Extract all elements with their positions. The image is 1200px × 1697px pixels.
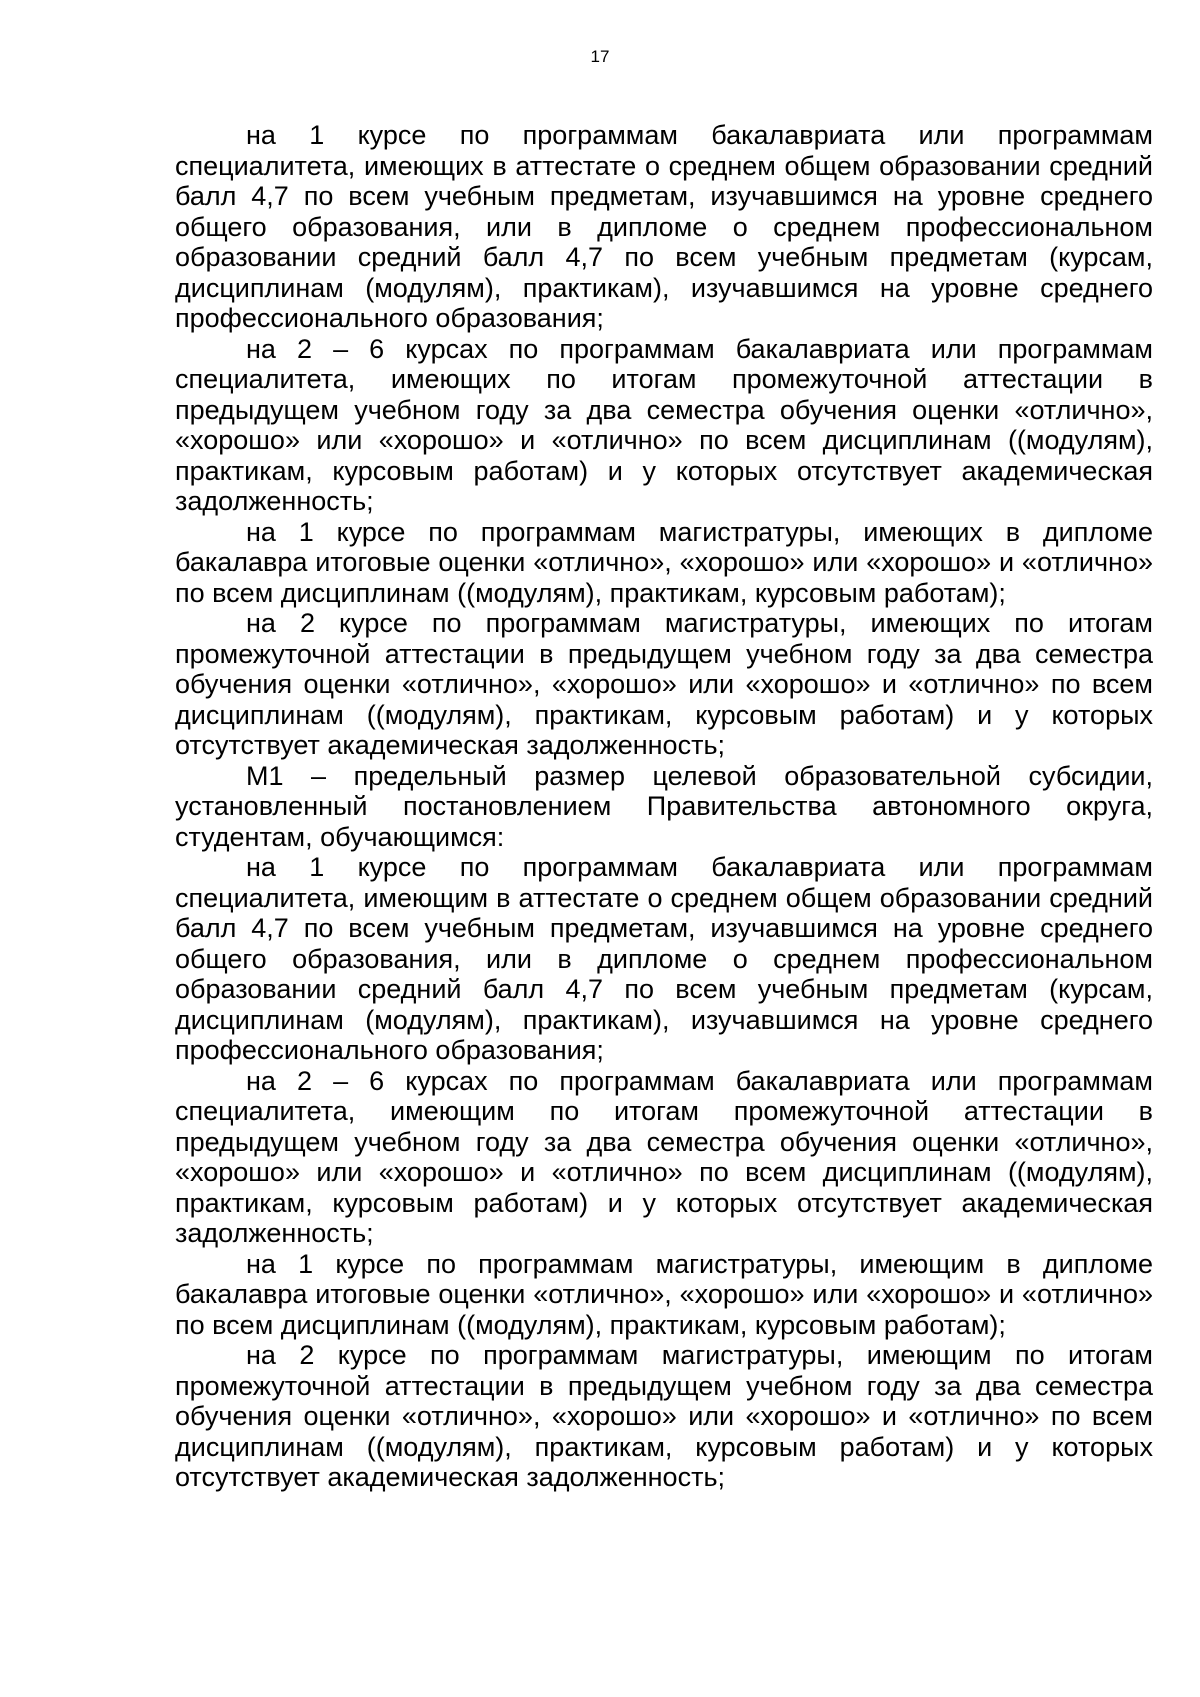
paragraph-master-year2: на 2 курсе по программам магистратуры, имеющих по итогам промежуточной аттестации в предыдущем учебном году за два семестра обучения оценки «отлично», «хорошо» или «хорошо» и «отлично» по всем дисциплинам ((модулям), практикам, курсовым работам) и у которых отсутствует академическая задолженность; (175, 608, 1153, 760)
page-number: 17 (590, 47, 610, 66)
paragraph-m1-master-year1: на 1 курсе по программам магистратуры, имеющим в дипломе бакалавра итоговые оценки «отлично», «хорошо» или «хорошо» и «отлично» по всем дисциплинам ((модулям), практикам, курсовым работам); (175, 1248, 1153, 1340)
paragraph-m1-bachelor-year1: на 1 курсе по программам бакалавриата или программам специалитета, имеющим в аттестате о среднем общем образовании средний балл 4,7 по всем учебным предметам, изучавшимся на уровне среднего общего образования, или в дипломе о среднем профессиональном образовании средний балл 4,7 по всем учебным предметам (курсам, дисциплинам (модулям), практикам), изучавшимся на уровне среднего профессионального образования; (175, 852, 1153, 1065)
paragraph-bachelor-years2-6: на 2 – 6 курсах по программам бакалавриата или программам специалитета, имеющих по итогам промежуточной аттестации в предыдущем учебном году за два семестра обучения оценки «отлично», «хорошо» или «хорошо» и «отлично» по всем дисциплинам ((модулям), практикам, курсовым работам) и у которых отсутствует академическая задолженность; (175, 333, 1153, 516)
paragraph-master-year1: на 1 курсе по программам магистратуры, имеющих в дипломе бакалавра итоговые оценки «отлично», «хорошо» или «хорошо» и «отлично» по всем дисциплинам ((модулям), практикам, курсовым работам); (175, 516, 1153, 608)
paragraph-m1-bachelor-years2-6: на 2 – 6 курсах по программам бакалавриата или программам специалитета, имеющим по итогам промежуточной аттестации в предыдущем учебном году за два семестра обучения оценки «отлично», «хорошо» или «хорошо» и «отлично» по всем дисциплинам ((модулям), практикам, курсовым работам) и у которых отсутствует академическая задолженность; (175, 1065, 1153, 1248)
paragraph-m1-master-year2: на 2 курсе по программам магистратуры, имеющим по итогам промежуточной аттестации в предыдущем учебном году за два семестра обучения оценки «отлично», «хорошо» или «хорошо» и «отлично» по всем дисциплинам ((модулям), практикам, курсовым работам) и у которых отсутствует академическая задолженность; (175, 1340, 1153, 1492)
paragraph-bachelor-year1: на 1 курсе по программам бакалавриата или программам специалитета, имеющих в аттестате о среднем общем образовании средний балл 4,7 по всем учебным предметам, изучавшимся на уровне среднего общего образования, или в дипломе о среднем профессиональном образовании средний балл 4,7 по всем учебным предметам (курсам, дисциплинам (модулям), практикам), изучавшимся на уровне среднего профессионального образования; (175, 120, 1153, 333)
document-body (175, 120, 1153, 1493)
paragraph-m1-definition: M1 – предельный размер целевой образовательной субсидии, установленный постановлением Правительства автономного округа, студентам, обучающимся: (175, 760, 1153, 852)
